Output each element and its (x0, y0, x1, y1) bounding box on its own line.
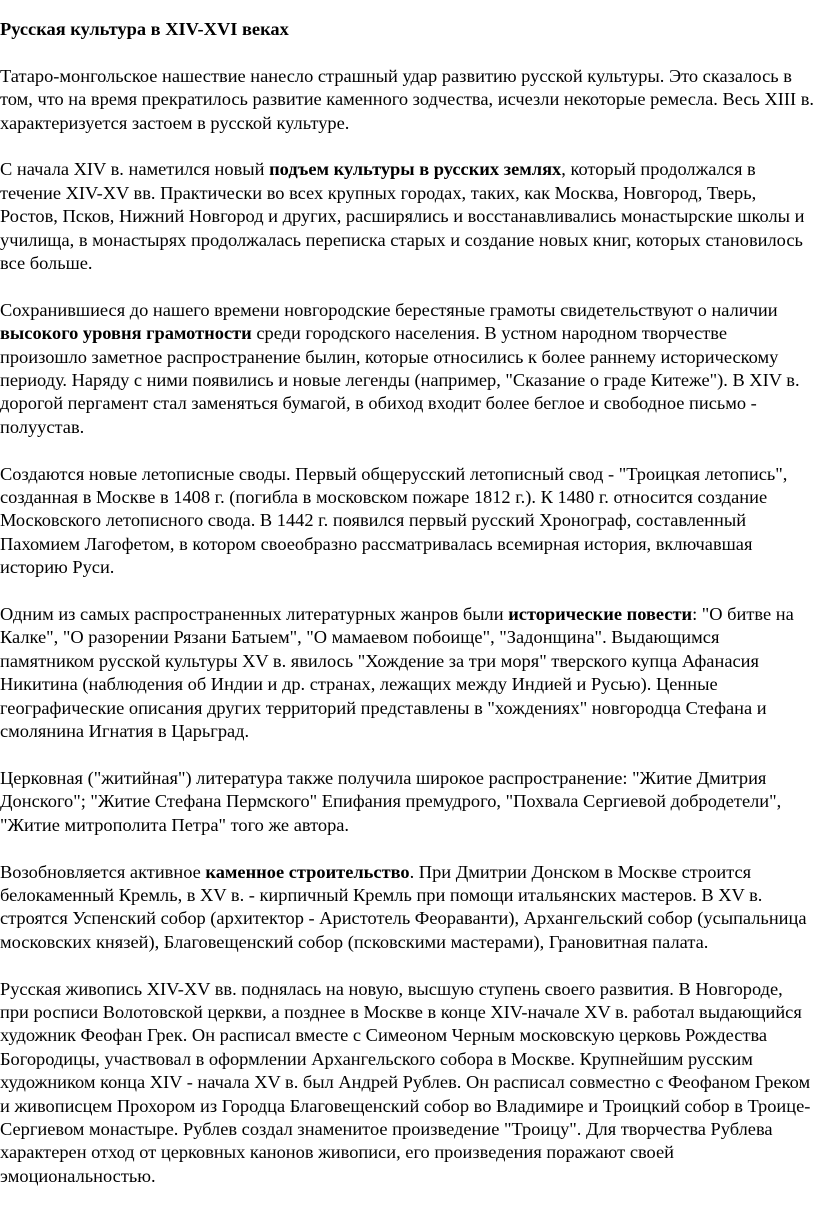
paragraph-text: : "О битве на Калке", "О разорении Рязани Батыем", "О мамаевом побоище", "Задонщина". Выдающимся памятником русской культуры XV в. явилось "Хождение за три моря" тверского купца Афанасия Никитина (наблюдения об Индии и др. странах, лежащих между Индией и Русью). Ценные географические описания других территорий представлены в "хождениях" новгородца Стефана и смолянина Игнатия в Царьград. (0, 604, 794, 742)
paragraph-text: С начала XIV в. наметился новый (0, 159, 270, 180)
bold-phrase: высокого уровня грамотности (0, 323, 252, 344)
paragraph-chronicles: Создаются новые летописные своды. Первый общерусский летописный свод - "Троицкая летопись", созданная в Москве в 1408 г. (погибла в московском пожаре 1812 г.). К 1480 г. относится создание Московского летописного свода. В 1442 г. появился первый русский Хронограф, составленный Пахомием Лагофетом, в котором своеобразно рассматривалась всемирная история, включавшая историю Руси. (0, 463, 788, 578)
paragraph-stone-construction (0, 861, 816, 955)
paragraph-text: Одним из самых распространенных литературных жанров были (0, 604, 509, 625)
paragraph-literacy (0, 299, 816, 439)
bold-phrase: подъем культуры в русских землях (269, 159, 562, 180)
paragraph-painting: Русская живопись XIV-XV вв. поднялась на новую, высшую ступень своего развития. В Новгороде, при росписи Волотовской церкви, а позднее в Москве в конце XIV-начале XV в. работал выдающийся художник Феофан Грек. Он расписал вместе с Симеоном Черным московскую церковь Рождества Богородицы, участвовал в оформлении Архангельского собора в Москве. Крупнейшим русским художником конца XIV - начала XV в. был Андрей Рублев. Он расписал совместно с Феофаном Греком и живописцем Прохором из Городца Благовещенский собор во Владимире и Троицкий собор в Троице-Сергиевом монастыре. Рублев создал знаменитое произведение "Троицу". Для творчества Рублева характерен отход от церковных канонов живописи, его произведения поражают своей эмоциональностью. (0, 978, 811, 1186)
paragraph-text: среди городского населения. В устном народном творчестве произошло заметное распространение былин, которые относились к более раннему историческому периоду. Наряду с ними появились и новые легенды (например, "Сказание о граде Китеже"). В XIV в. дорогой пергамент стал заменяться бумагой, в обиход входит более беглое и свободное письмо - полуустав. (0, 323, 800, 437)
paragraph-tatar-invasion: Татаро-монгольское нашествие нанесло страшный удар развитию русской культуры. Это сказалось в том, что на время прекратилось развитие каменного зодчества, исчезли некоторые ремесла. Весь XIII в. характеризуется застоем в русской культуре. (0, 65, 815, 133)
paragraph-culture-rise (0, 158, 816, 275)
paragraph-text: . При Дмитрии Донском в Москве строится белокаменный Кремль, в XV в. - кирпичный Кремль при помощи итальянских мастеров. В XV в. строятся Успенский собор (архитектор - Аристотель Фeораванти), Архангельский собор (усыпальница московских князей), Благовещенский собор (псковскими мастерами), Грановитная палата. (0, 861, 807, 952)
bold-phrase: каменное строительство (205, 861, 410, 882)
paragraph-hagiography: Церковная ("житийная") литература также получила широкое распространение: "Житие Дмитрия Донского"; "Житие Стефана Пермского" Епифания премудрого, "Похвала Сергиевой добродетели", "Житие митрополита Петра" того же автора. (0, 767, 782, 835)
document-page (0, 18, 816, 1212)
bold-phrase: исторические повести (508, 604, 693, 625)
document-title: Русская культура в XIV-XVI веках (0, 19, 289, 39)
paragraph-text: Сохранившиеся до нашего времени новгородские берестяные грамоты свидетельствуют о наличии (0, 299, 778, 320)
paragraph-historical-tales (0, 603, 816, 743)
paragraph-text: , который продолжался в течение XIV-XV вв. Практически во всех крупных городах, таких, как Москва, Новгород, Тверь, Ростов, Псков, Нижний Новгород и других, расширялись и восстанавливались монастырские школы и училища, в монастырях продолжалась переписка старых и создание новых книг, которых становилось все больше. (0, 159, 805, 274)
paragraph-text: Возобновляется активное (0, 861, 206, 882)
